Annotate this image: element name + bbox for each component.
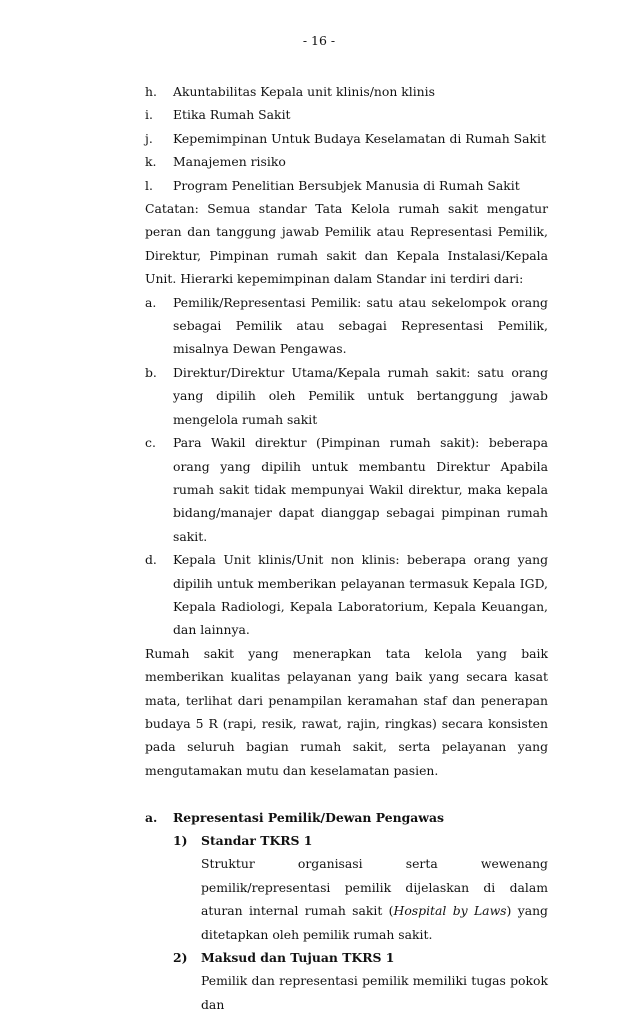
list-marker: a. [145,294,157,310]
subsection [145,829,548,1016]
page-body [145,80,548,1016]
subsection-title: Maksud dan Tujuan TKRS 1 [201,950,395,966]
list-item [145,361,548,431]
subsection-body [173,852,548,946]
page-number: - 16 - [302,33,336,48]
rumah-sakit-paragraph: Rumah sakit yang menerapkan tata kelola yang baik memberikan kualitas pelayanan yang baik yang secara kasat mata, terlihat dari penampilan keramahan staf dan penerapan budaya 5 R (rapi, resik, rawat, rajin, ringkas) secara konsisten pada seluruh bagian rumah sakit, serta pelayanan yang mengutamakan mutu dan keselamatan pasien. [145,645,548,778]
list-text: Etika Rumah Sakit [173,107,291,123]
list-marker: k. [145,154,157,170]
list-marker: d. [145,552,157,568]
subsection-marker: 2) [173,950,188,966]
list-item [145,103,548,126]
spacer [145,782,548,805]
list-item [145,431,548,548]
catatan-paragraph: Catatan: Semua standar Tata Kelola rumah sakit mengatur peran dan tanggung jawab Pemilik atau Representasi Pemilik, Direktur, Pimpinan rumah sakit dan Kepala Instalasi/Kepala Unit. Hierarki kepemimpinan dalam Standar ini terdiri dari: [145,201,548,287]
list-item [145,548,548,642]
list-text: Pemilik/Representasi Pemilik: satu atau sekelompok orang sebagai Pemilik atau sebagai Representasi Pemilik, misalnya Dewan Pengawas. [173,294,548,357]
list-text: Kepala Unit klinis/Unit non klinis: beberapa orang yang dipilih untuk memberikan pelayanan termasuk Kepala IGD, Kepala Radiologi, Kepala Laboratorium, Kepala Keuangan, dan lainnya. [173,552,548,638]
list-item [145,150,548,173]
list-item [145,174,548,197]
list-marker: j. [145,130,153,146]
list-marker: i. [145,107,153,123]
list-text: Manajemen risiko [173,154,286,170]
subsection-text: Struktur organisasi serta wewenang pemilik/representasi pemilik dijelaskan di dalam aturan internal rumah sakit (Hospital by Laws) yang ditetapkan oleh pemilik rumah sakit. [201,856,548,942]
list-item [145,291,548,361]
list-marker: c. [145,435,156,451]
list-text: Para Wakil direktur (Pimpinan rumah sakit): beberapa orang yang dipilih untuk membantu Direktur Apabila rumah sakit tidak mempunyai Wakil direktur, maka kepala bidang/manajer dapat dianggap sebagai pimpinan rumah sakit. [173,435,548,544]
subsection-marker: 1) [173,832,188,848]
list-text: Direktur/Direktur Utama/Kepala rumah sakit: satu orang yang dipilih oleh Pemilik untuk bertanggung jawab mengelola rumah sakit [173,364,548,427]
section-marker: a. [145,809,158,825]
list-marker: b. [145,364,157,380]
subsection-heading [173,829,548,852]
list-item [145,127,548,150]
hospital-by-laws-term: Hospital by Laws [393,903,507,919]
list-marker: l. [145,177,153,193]
subsection-title: Standar TKRS 1 [201,832,313,848]
list-marker: h. [145,84,157,99]
subsection-body [173,969,548,1016]
subsection-heading [173,946,548,969]
list-text: Kepemimpinan Untuk Budaya Keselamatan di Rumah Sakit [173,130,546,146]
list-text: Program Penelitian Bersubjek Manusia di Rumah Sakit [173,177,520,193]
list-text: Akuntabilitas Kepala unit klinis/non klinis [173,84,435,99]
list-item [145,80,548,103]
section-heading [145,806,548,829]
section-title: Representasi Pemilik/Dewan Pengawas [173,809,444,825]
subsection-text: Pemilik dan representasi pemilik memiliki tugas pokok dan [201,973,548,1012]
